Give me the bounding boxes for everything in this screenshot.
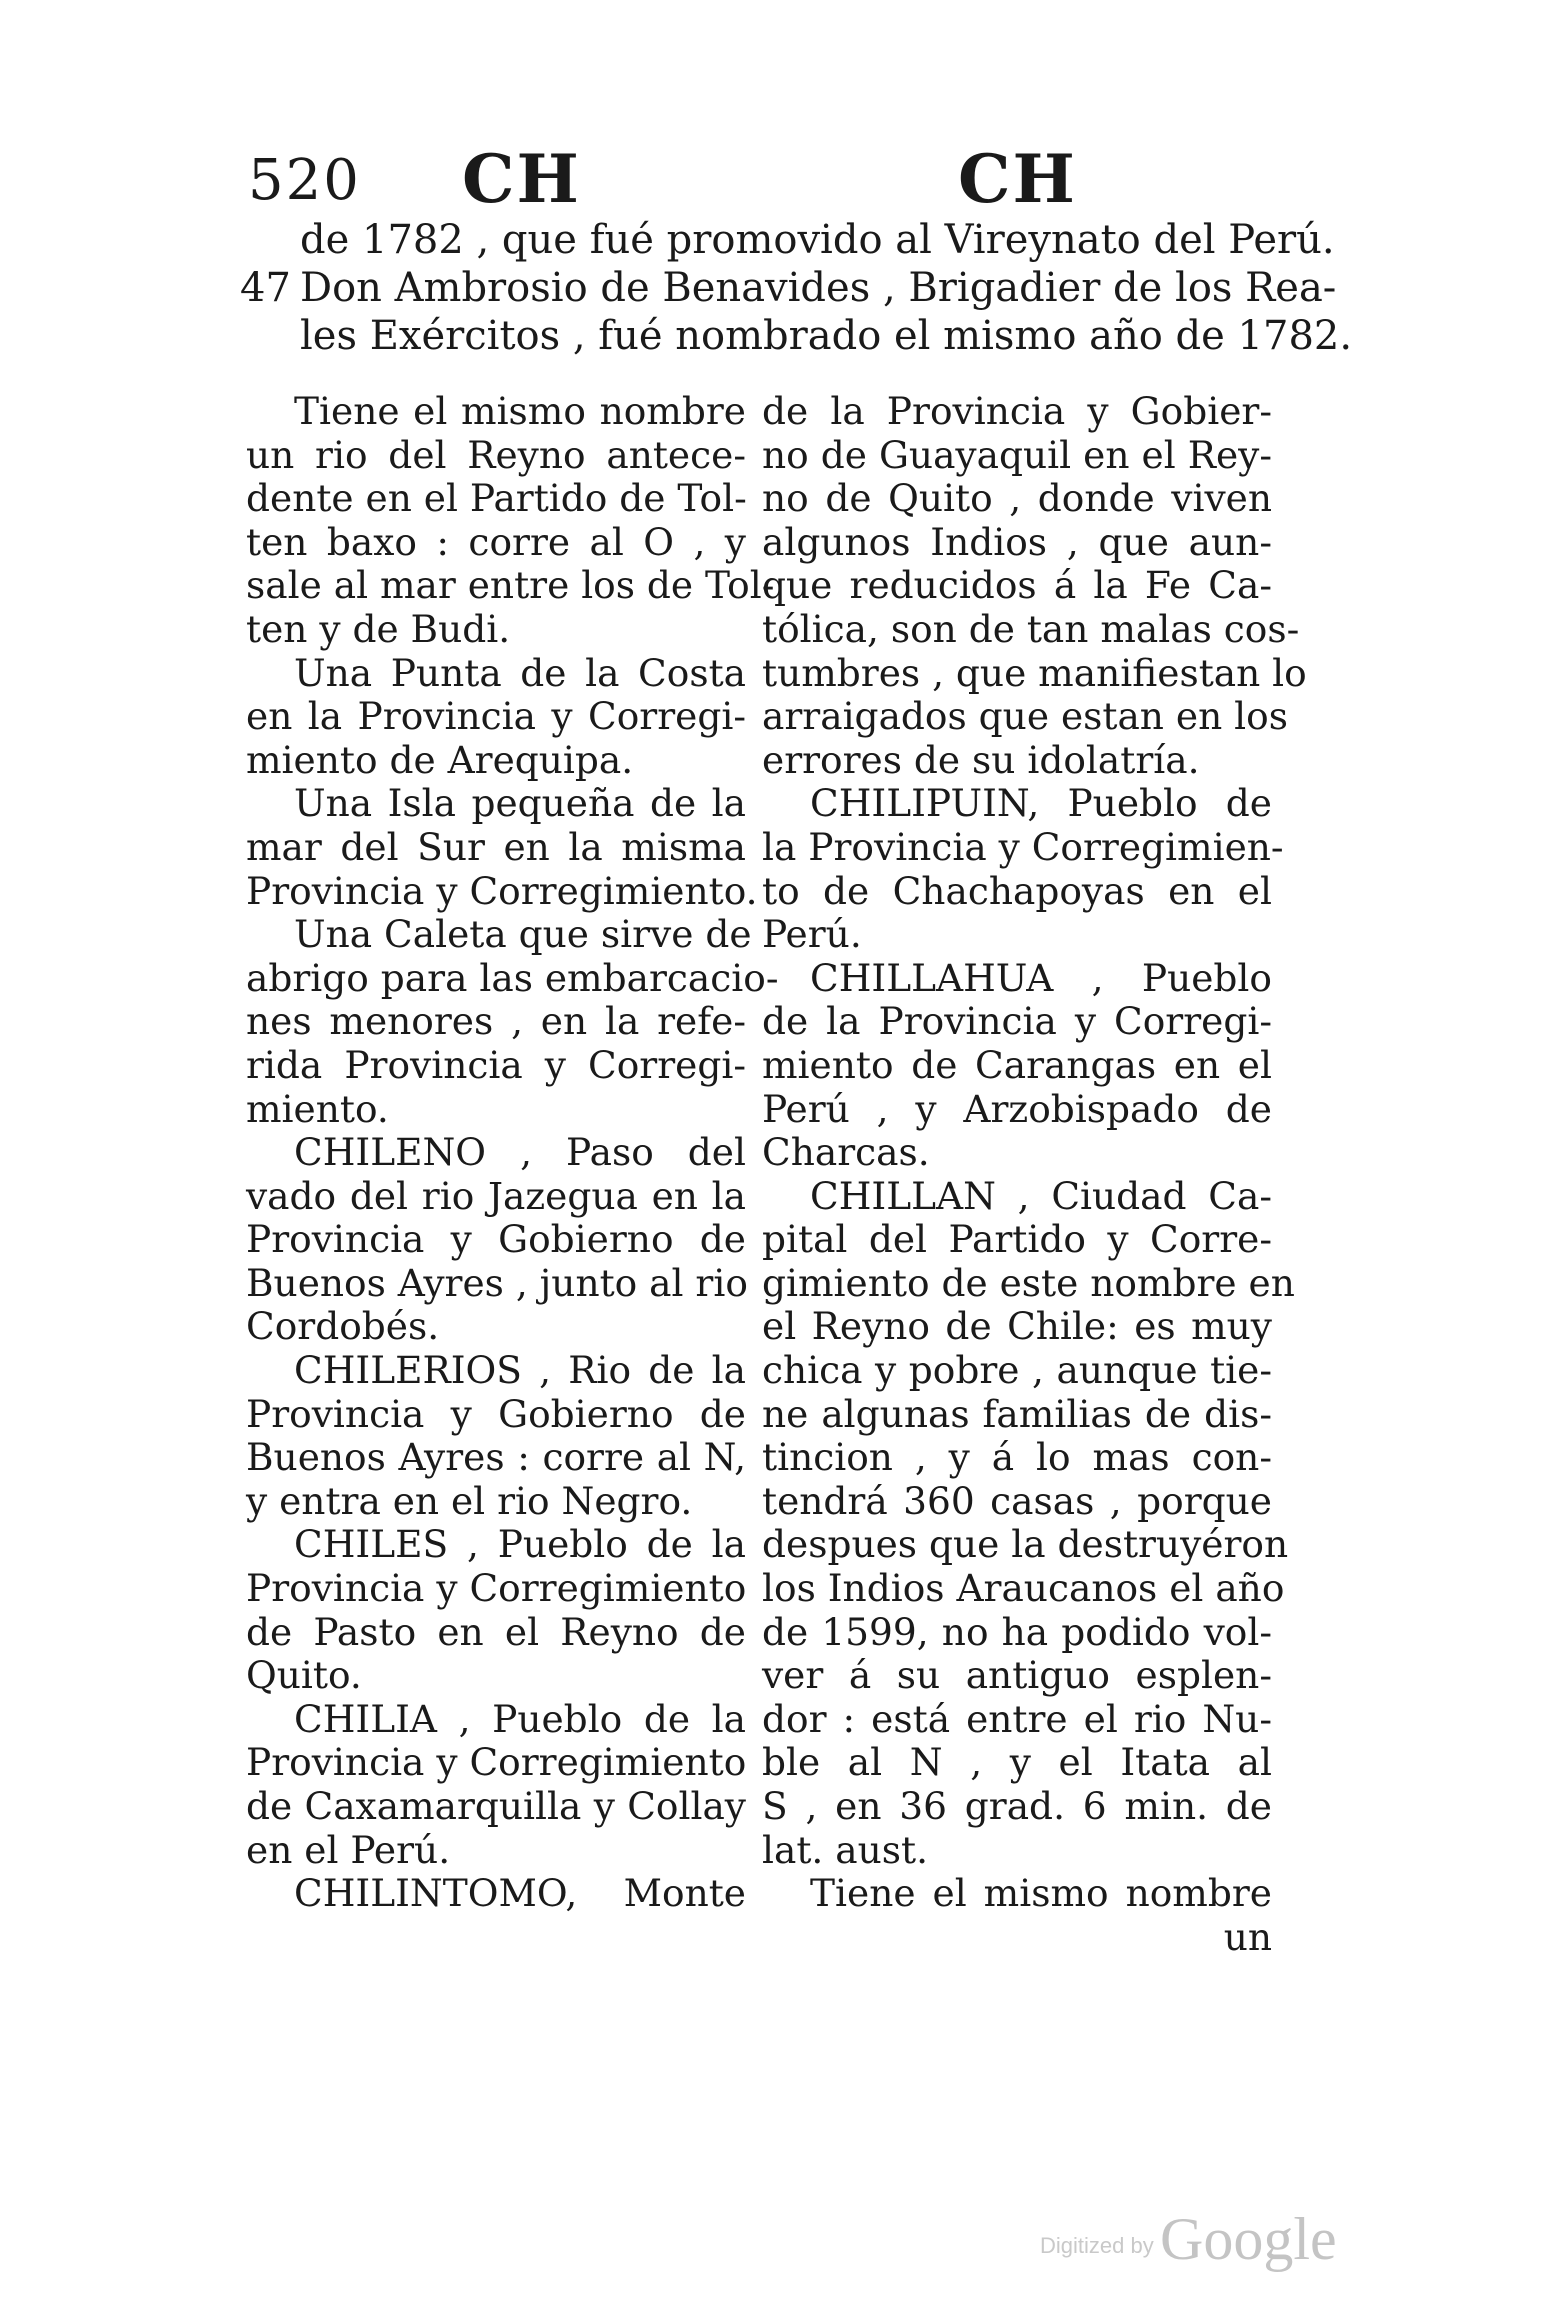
text-line: abrigo para las embarcacio- [246, 955, 779, 1000]
text-line: dente en el Partido de Tol- [246, 476, 747, 521]
text-line: de la Provincia y Corregi- [762, 999, 1272, 1044]
running-head-left: CH [462, 140, 581, 218]
intro-line: de 1782 , que fué promovido al Vireynato del Perú. [300, 217, 1335, 263]
entry-heading-line: CHILERIOS , Rio de la [294, 1348, 746, 1393]
entry-heading-line: CHILLAHUA , Pueblo [810, 955, 1272, 1000]
text-line: pital del Partido y Corre- [762, 1217, 1272, 1262]
text-line: tendrá 360 casas , porque [762, 1478, 1272, 1523]
text-line: Perú. [762, 912, 862, 957]
text-line: de Pasto en el Reyno de [246, 1609, 746, 1654]
text-line: sale al mar entre los de Tol- [246, 563, 775, 608]
text-line: miento de Carangas en el [762, 1042, 1272, 1087]
text-line: Quito. [246, 1653, 362, 1698]
text-line: ne algunas familias de dis- [762, 1391, 1272, 1436]
catchword: un [1223, 1914, 1272, 1959]
intro-paragraph [240, 216, 1353, 360]
text-line: un rio del Reyno antece- [246, 432, 746, 477]
text-line: nes menores , en la refe- [246, 999, 746, 1044]
digitized-by-google-watermark [1040, 2205, 1340, 2275]
text-line: ver á su antiguo esplen- [762, 1653, 1272, 1698]
entry-heading-line: CHILIPUIN, Pueblo de [810, 781, 1272, 826]
text-line: errores de su idolatría. [762, 737, 1200, 782]
text-line: ble al N , y el Itata al [762, 1740, 1272, 1785]
text-line: Provincia y Corregimiento [246, 1740, 747, 1785]
text-line: dor : está entre el rio Nu- [762, 1696, 1272, 1741]
watermark-prefix: Digitized by [1040, 2233, 1154, 2258]
text-line: mar del Sur en la misma [246, 824, 746, 869]
text-line: algunos Indios , que aun- [762, 519, 1272, 564]
text-line: miento de Arequipa. [246, 737, 634, 782]
text-line: Provincia y Gobierno de [246, 1217, 746, 1262]
text-line: en el Perú. [246, 1827, 451, 1872]
text-line: rida Provincia y Corregi- [246, 1042, 746, 1087]
text-line: de Caxamarquilla y Collay [246, 1784, 746, 1828]
entry-heading-line: CHILES , Pueblo de la [294, 1522, 746, 1567]
text-line: ten y de Budi. [246, 606, 511, 651]
text-line: Tiene el mismo nombre [810, 1871, 1272, 1916]
entry-heading-line: CHILLAN , Ciudad Ca- [810, 1173, 1272, 1218]
text-line: lat. aust. [762, 1827, 929, 1872]
text-line: ten baxo : corre al O , y [246, 519, 746, 564]
text-line: de 1599, no ha podido vol- [762, 1609, 1272, 1654]
text-line: despues que la destruyéron [762, 1522, 1289, 1567]
text-line: en la Provincia y Corregi- [246, 694, 746, 739]
text-line: y entra en el rio Negro. [246, 1478, 693, 1523]
text-line: Tiene el mismo nombre [294, 389, 746, 433]
text-line: los Indios Araucanos el año [762, 1566, 1285, 1611]
text-line: no de Guayaquil en el Rey- [762, 432, 1272, 477]
text-line: Provincia y Corregimiento. [246, 868, 758, 913]
left-column [246, 389, 779, 1916]
intro-line-text: Don Ambrosio de Benavides , Brigadier de los Rea- [300, 265, 1337, 311]
text-line: vado del rio Jazegua en la [246, 1173, 746, 1218]
running-head-right: CH [958, 140, 1077, 218]
right-column [762, 389, 1307, 1959]
text-line: miento. [246, 1086, 389, 1131]
entry-heading-line: CHILINTOMO, Monte [294, 1871, 746, 1916]
text-line: no de Quito , donde viven [762, 476, 1272, 521]
text-line: S , en 36 grad. 6 min. de [762, 1784, 1272, 1828]
text-line: la Provincia y Corregimien- [762, 824, 1284, 869]
text-line: gimiento de este nombre en [762, 1260, 1295, 1305]
text-line: Charcas. [762, 1130, 930, 1175]
text-line: arraigados que estan en los [762, 694, 1288, 739]
text-line: tumbres , que manifiestan lo [762, 650, 1307, 695]
text-line: to de Chachapoyas en el [762, 868, 1272, 913]
text-line: Buenos Ayres , junto al rio [246, 1260, 748, 1305]
entry-heading-line: CHILENO , Paso del [294, 1130, 746, 1175]
text-line: de la Provincia y Gobier- [762, 389, 1272, 433]
intro-line [240, 264, 1337, 312]
text-line: que reducidos á la Fe Ca- [762, 563, 1272, 608]
text-line: chica y pobre , aunque tie- [762, 1348, 1272, 1393]
text-line: Buenos Ayres : corre al N, [246, 1435, 746, 1480]
text-line: tólica, son de tan malas cos- [762, 606, 1300, 651]
text-line: Una Isla pequeña de la [294, 781, 746, 826]
entry-heading-line: CHILIA , Pueblo de la [294, 1696, 746, 1741]
text-line: Una Punta de la Costa [294, 650, 746, 695]
entry-number: 47 [240, 265, 291, 311]
text-line: Perú , y Arzobispado de [762, 1086, 1272, 1131]
text-line: el Reyno de Chile: es muy [762, 1304, 1272, 1349]
intro-line: les Exércitos , fué nombrado el mismo año de 1782. [300, 313, 1353, 359]
text-line: Provincia y Corregimiento [246, 1566, 747, 1611]
google-logo: Google [1160, 2206, 1337, 2272]
text-line: tincion , y á lo mas con- [762, 1435, 1272, 1480]
text-line: Cordobés. [246, 1304, 440, 1349]
text-line: Una Caleta que sirve de [294, 912, 752, 957]
text-line: Provincia y Gobierno de [246, 1391, 746, 1436]
page-number: 520 [248, 148, 361, 213]
